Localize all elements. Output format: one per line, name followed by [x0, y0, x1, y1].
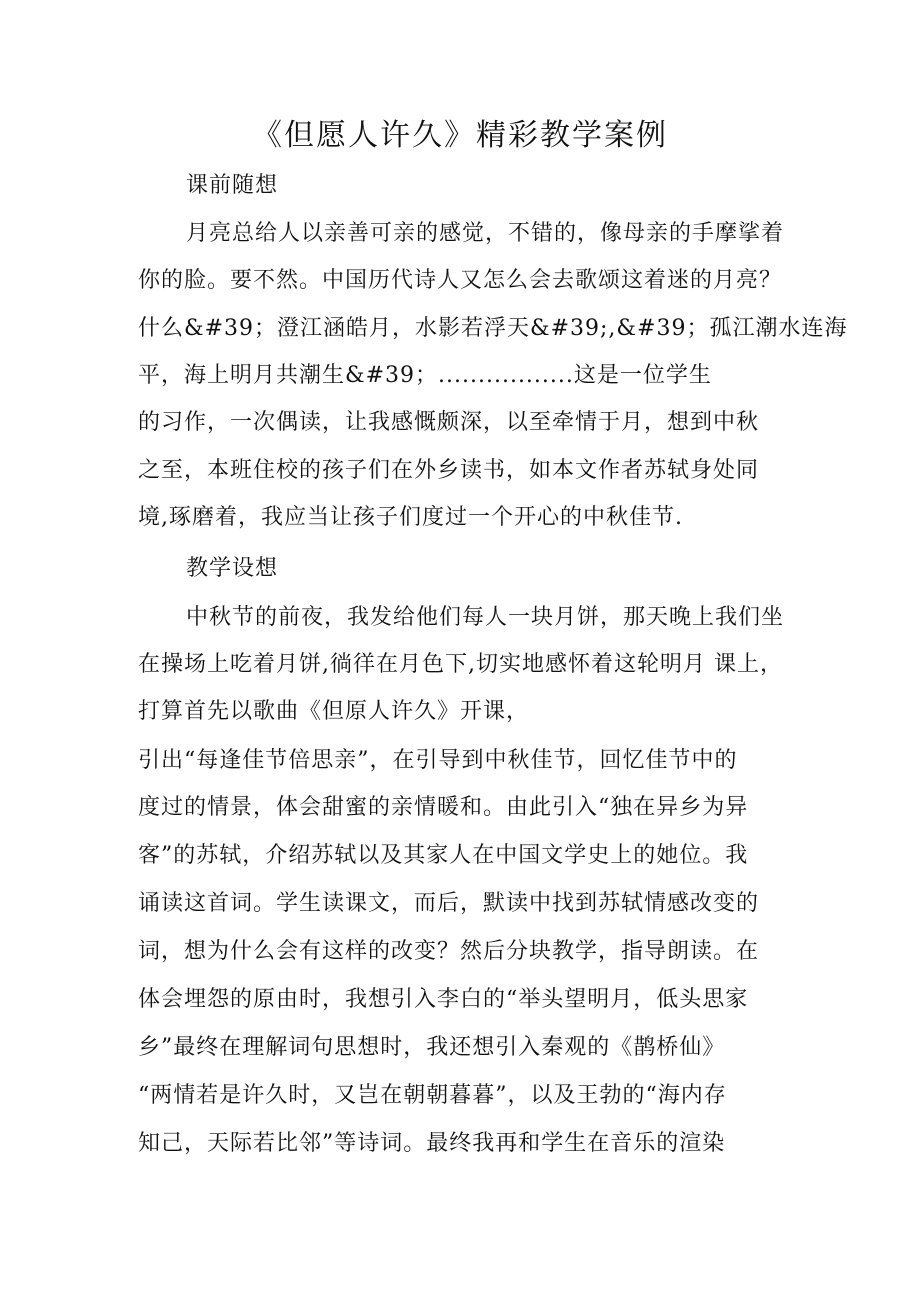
- paragraph-line: 在操场上吃着月饼,徜徉在月色下,切实地感怀着这轮明月 课上，: [138, 652, 783, 677]
- paragraph-line: 打算首先以歌曲《但原人许久》开课，: [138, 699, 530, 724]
- paragraph-line: 的习作，一次偶读，让我感慨颇深，以至牵情于月，想到中秋: [138, 410, 760, 435]
- paragraph-line: 平，海上明月共潮生&#39；.................这是一位学生: [138, 363, 712, 388]
- paragraph-line: 客”的苏轼，介绍苏轼以及其家人在中国文学史上的她位。我: [138, 843, 749, 868]
- paragraph-line: 月亮总给人以亲善可亲的感觉，不错的，像母亲的手摩挲着: [186, 221, 785, 246]
- paragraph-line: 中秋节的前夜，我发给他们每人一块月饼，那天晚上我们坐: [186, 605, 785, 630]
- paragraph-line: 之至，本班住校的孩子们在外乡读书，如本文作者苏轼身处同: [138, 458, 760, 483]
- paragraph-line: “两情若是许久时，又岂在朝朝暮暮”，以及王勃的“海内存: [138, 1083, 727, 1108]
- paragraph-line: 词，想为什么会有这样的改变？然后分块教学，指导朗读。在: [138, 939, 760, 964]
- paragraph-line: 什么&#39；澄江涵皓月，水影若浮天&#39;,&#39；孤江潮水连海: [138, 316, 848, 341]
- paragraph-line: 引出“每逢佳节倍思亲”，在引导到中秋佳节，回忆佳节中的: [138, 748, 738, 773]
- paragraph-line: 乡”最终在理解词句思想时，我还想引入秦观的《鹊桥仙》: [138, 1035, 726, 1060]
- paragraph-line: 境,琢磨着，我应当让孩子们度过一个开心的中秋佳节.: [138, 505, 683, 530]
- paragraph-line: 度过的情景，体会甜蜜的亲情暖和。由此引入“独在异乡为异: [138, 795, 749, 820]
- paragraph-line: 知己，天际若比邻”等诗词。最终我再和学生在音乐的渲染: [138, 1131, 726, 1156]
- paragraph-line: 你的脸。要不然。中国历代诗人又怎么会去歌颂这着迷的月亮？: [138, 268, 783, 293]
- paragraph-line: 体会埋怨的原由时，我想引入李白的“举头望明月，低头思家: [138, 987, 749, 1012]
- paragraph-line: 诵读这首词。学生读课文，而后，默读中找到苏轼情感改变的: [138, 891, 760, 916]
- section-heading-teaching-plan: 教学设想: [186, 556, 279, 581]
- section-heading-pre-class: 课前随想: [186, 173, 279, 198]
- document-title: 《但愿人许久》精彩教学案例: [252, 118, 668, 153]
